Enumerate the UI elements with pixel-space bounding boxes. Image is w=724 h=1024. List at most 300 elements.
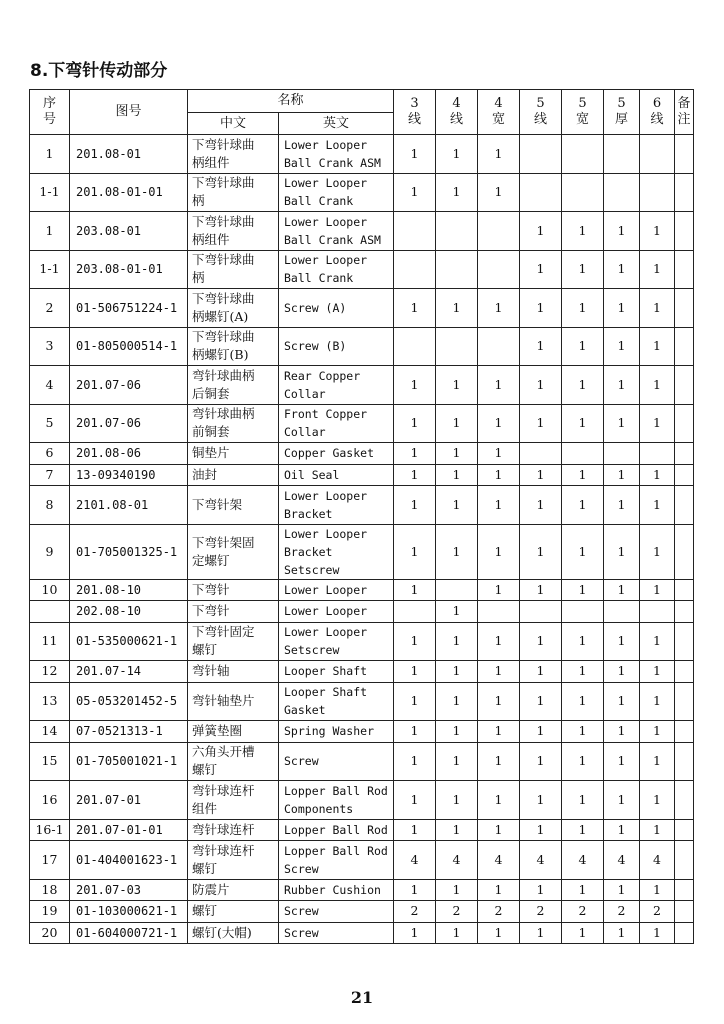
drawing-number-cell: 01-404001623-1 — [70, 841, 188, 880]
remark-cell — [675, 601, 694, 623]
quantity-cell — [520, 135, 562, 174]
quantity-cell: 1 — [478, 879, 520, 901]
english-name-cell: Looper Shaft — [279, 661, 394, 683]
quantity-cell: 1 — [478, 781, 520, 820]
table-row — [30, 742, 694, 781]
drawing-number-cell: 201.07-03 — [70, 879, 188, 901]
drawing-number-cell: 201.07-06 — [70, 404, 188, 443]
seq-cell: 5 — [30, 404, 70, 443]
quantity-cell: 1 — [604, 622, 640, 661]
chinese-name-cell: 下弯针架 — [188, 486, 279, 525]
quantity-cell: 1 — [640, 464, 675, 486]
quantity-cell: 4 — [562, 841, 604, 880]
chinese-name-cell: 防震片 — [188, 879, 279, 901]
quantity-cell: 1 — [520, 819, 562, 841]
remark-cell — [675, 819, 694, 841]
chinese-name-cell: 弯针球连杆 螺钉 — [188, 841, 279, 880]
page-number: 21 — [350, 988, 374, 1007]
quantity-cell: 1 — [640, 661, 675, 683]
remark-cell — [675, 781, 694, 820]
seq-cell: 7 — [30, 464, 70, 486]
quantity-cell: 1 — [640, 819, 675, 841]
quantity-cell: 1 — [478, 721, 520, 743]
chinese-name-cell: 六角头开槽 螺钉 — [188, 742, 279, 781]
quantity-cell: 1 — [394, 819, 436, 841]
drawing-number-cell: 202.08-10 — [70, 601, 188, 623]
quantity-cell: 1 — [562, 366, 604, 405]
quantity-cell: 1 — [520, 661, 562, 683]
chinese-name-cell: 下弯针球曲 柄 — [188, 173, 279, 212]
quantity-cell: 1 — [640, 682, 675, 721]
chinese-name-cell: 铜垫片 — [188, 443, 279, 465]
quantity-cell: 1 — [436, 742, 478, 781]
quantity-cell: 2 — [640, 901, 675, 923]
remark-cell — [675, 250, 694, 289]
quantity-cell: 1 — [520, 464, 562, 486]
header-model: 5 厚 — [604, 90, 640, 135]
remark-cell — [675, 841, 694, 880]
english-name-cell: Screw (B) — [279, 327, 394, 366]
quantity-cell: 1 — [394, 135, 436, 174]
quantity-cell: 1 — [604, 250, 640, 289]
quantity-cell — [562, 601, 604, 623]
quantity-cell: 1 — [562, 524, 604, 579]
remark-cell — [675, 135, 694, 174]
drawing-number-cell: 201.07-14 — [70, 661, 188, 683]
seq-cell — [30, 601, 70, 623]
quantity-cell: 2 — [604, 901, 640, 923]
seq-cell: 1-1 — [30, 173, 70, 212]
chinese-name-cell: 弯针轴垫片 — [188, 682, 279, 721]
quantity-cell: 1 — [394, 622, 436, 661]
seq-cell: 8 — [30, 486, 70, 525]
quantity-cell: 2 — [562, 901, 604, 923]
quantity-cell: 1 — [640, 781, 675, 820]
chinese-name-cell: 下弯针球曲 柄组件 — [188, 135, 279, 174]
quantity-cell: 1 — [436, 622, 478, 661]
header-model: 4 宽 — [478, 90, 520, 135]
table-row — [30, 579, 694, 601]
quantity-cell: 2 — [520, 901, 562, 923]
english-name-cell: Lower Looper — [279, 579, 394, 601]
quantity-cell: 1 — [520, 781, 562, 820]
quantity-cell: 1 — [436, 661, 478, 683]
quantity-cell: 1 — [640, 404, 675, 443]
english-name-cell: Oil Seal — [279, 464, 394, 486]
quantity-cell — [604, 601, 640, 623]
quantity-cell: 1 — [520, 366, 562, 405]
drawing-number-cell: 01-535000621-1 — [70, 622, 188, 661]
quantity-cell — [478, 212, 520, 251]
seq-cell: 2 — [30, 289, 70, 328]
quantity-cell — [394, 327, 436, 366]
quantity-cell: 1 — [478, 819, 520, 841]
header-remark: 备 注 — [675, 90, 694, 135]
quantity-cell: 1 — [436, 781, 478, 820]
quantity-cell: 1 — [394, 366, 436, 405]
quantity-cell: 1 — [562, 721, 604, 743]
quantity-cell: 2 — [394, 901, 436, 923]
chinese-name-cell: 下弯针固定 螺钉 — [188, 622, 279, 661]
quantity-cell — [640, 173, 675, 212]
quantity-cell: 1 — [394, 443, 436, 465]
table-row — [30, 327, 694, 366]
seq-cell: 1 — [30, 135, 70, 174]
quantity-cell: 1 — [520, 404, 562, 443]
quantity-cell: 1 — [478, 464, 520, 486]
remark-cell — [675, 212, 694, 251]
quantity-cell: 1 — [604, 524, 640, 579]
drawing-number-cell: 201.07-06 — [70, 366, 188, 405]
quantity-cell: 1 — [478, 661, 520, 683]
chinese-name-cell: 下弯针 — [188, 579, 279, 601]
english-name-cell: Lower Looper Bracket Setscrew — [279, 524, 394, 579]
table-row — [30, 841, 694, 880]
quantity-cell: 1 — [394, 404, 436, 443]
quantity-cell: 1 — [436, 879, 478, 901]
quantity-cell: 1 — [394, 879, 436, 901]
quantity-cell — [436, 327, 478, 366]
quantity-cell: 1 — [640, 622, 675, 661]
drawing-number-cell: 01-805000514-1 — [70, 327, 188, 366]
table-row — [30, 524, 694, 579]
chinese-name-cell: 螺钉(大帽) — [188, 922, 279, 944]
quantity-cell: 1 — [520, 250, 562, 289]
quantity-cell: 1 — [478, 404, 520, 443]
remark-cell — [675, 922, 694, 944]
english-name-cell: Looper Shaft Gasket — [279, 682, 394, 721]
quantity-cell: 1 — [562, 879, 604, 901]
drawing-number-cell: 13-09340190 — [70, 464, 188, 486]
quantity-cell — [436, 250, 478, 289]
table-row — [30, 486, 694, 525]
quantity-cell: 1 — [640, 289, 675, 328]
parts-table — [29, 89, 694, 944]
header-model: 5 宽 — [562, 90, 604, 135]
quantity-cell: 1 — [478, 524, 520, 579]
chinese-name-cell: 下弯针球曲 柄 — [188, 250, 279, 289]
remark-cell — [675, 327, 694, 366]
quantity-cell: 1 — [478, 486, 520, 525]
quantity-cell: 1 — [436, 819, 478, 841]
seq-cell: 20 — [30, 922, 70, 944]
quantity-cell — [520, 173, 562, 212]
table-row — [30, 819, 694, 841]
quantity-cell: 1 — [520, 721, 562, 743]
quantity-cell: 1 — [478, 622, 520, 661]
chinese-name-cell: 下弯针球曲 柄组件 — [188, 212, 279, 251]
quantity-cell: 1 — [562, 922, 604, 944]
quantity-cell — [436, 579, 478, 601]
seq-cell: 19 — [30, 901, 70, 923]
chinese-name-cell: 下弯针 — [188, 601, 279, 623]
quantity-cell: 1 — [604, 781, 640, 820]
quantity-cell: 1 — [394, 524, 436, 579]
quantity-cell: 1 — [520, 742, 562, 781]
quantity-cell — [604, 135, 640, 174]
quantity-cell: 1 — [436, 601, 478, 623]
drawing-number-cell: 201.08-06 — [70, 443, 188, 465]
header-model: 3 线 — [394, 90, 436, 135]
quantity-cell: 1 — [520, 879, 562, 901]
seq-cell: 4 — [30, 366, 70, 405]
quantity-cell: 1 — [520, 579, 562, 601]
quantity-cell: 1 — [436, 135, 478, 174]
quantity-cell — [394, 250, 436, 289]
quantity-cell: 4 — [604, 841, 640, 880]
header-model: 5 线 — [520, 90, 562, 135]
table-row — [30, 250, 694, 289]
seq-cell: 18 — [30, 879, 70, 901]
quantity-cell: 4 — [520, 841, 562, 880]
remark-cell — [675, 742, 694, 781]
drawing-number-cell: 203.08-01 — [70, 212, 188, 251]
quantity-cell: 1 — [640, 524, 675, 579]
remark-cell — [675, 524, 694, 579]
quantity-cell: 1 — [436, 922, 478, 944]
quantity-cell: 1 — [436, 524, 478, 579]
seq-cell: 12 — [30, 661, 70, 683]
remark-cell — [675, 443, 694, 465]
quantity-cell: 1 — [604, 682, 640, 721]
quantity-cell: 4 — [478, 841, 520, 880]
quantity-cell: 1 — [394, 173, 436, 212]
quantity-cell: 1 — [520, 327, 562, 366]
quantity-cell: 1 — [604, 819, 640, 841]
seq-cell: 3 — [30, 327, 70, 366]
drawing-number-cell: 2101.08-01 — [70, 486, 188, 525]
quantity-cell: 1 — [436, 366, 478, 405]
quantity-cell: 1 — [640, 879, 675, 901]
header-seq: 序 号 — [30, 90, 70, 135]
chinese-name-cell: 螺钉 — [188, 901, 279, 923]
english-name-cell: Rubber Cushion — [279, 879, 394, 901]
quantity-cell: 1 — [478, 366, 520, 405]
quantity-cell: 1 — [604, 742, 640, 781]
quantity-cell: 2 — [478, 901, 520, 923]
quantity-cell: 1 — [478, 742, 520, 781]
table-row — [30, 135, 694, 174]
quantity-cell: 1 — [478, 289, 520, 328]
drawing-number-cell: 201.07-01 — [70, 781, 188, 820]
quantity-cell: 1 — [394, 289, 436, 328]
english-name-cell: Lower Looper Bracket — [279, 486, 394, 525]
quantity-cell: 1 — [604, 486, 640, 525]
chinese-name-cell: 弯针球连杆 组件 — [188, 781, 279, 820]
table-row — [30, 781, 694, 820]
quantity-cell: 1 — [520, 212, 562, 251]
table-row — [30, 366, 694, 405]
english-name-cell: Lower Looper — [279, 601, 394, 623]
chinese-name-cell: 下弯针球曲 柄螺钉(A) — [188, 289, 279, 328]
quantity-cell: 1 — [562, 682, 604, 721]
quantity-cell — [562, 135, 604, 174]
english-name-cell: Lower Looper Ball Crank ASM — [279, 212, 394, 251]
english-name-cell: Screw — [279, 922, 394, 944]
remark-cell — [675, 682, 694, 721]
remark-cell — [675, 404, 694, 443]
english-name-cell: Screw — [279, 901, 394, 923]
drawing-number-cell: 201.08-10 — [70, 579, 188, 601]
seq-cell: 14 — [30, 721, 70, 743]
quantity-cell: 1 — [562, 212, 604, 251]
quantity-cell: 1 — [478, 682, 520, 721]
drawing-number-cell: 201.08-01 — [70, 135, 188, 174]
quantity-cell: 1 — [436, 404, 478, 443]
quantity-cell — [640, 135, 675, 174]
quantity-cell: 1 — [436, 443, 478, 465]
quantity-cell: 1 — [562, 486, 604, 525]
english-name-cell: Rear Copper Collar — [279, 366, 394, 405]
quantity-cell: 1 — [604, 327, 640, 366]
quantity-cell: 1 — [604, 212, 640, 251]
quantity-cell: 1 — [604, 721, 640, 743]
table-row — [30, 622, 694, 661]
section-title: 8.下弯针传动部分 — [30, 61, 168, 81]
header-cn: 中文 — [188, 113, 279, 135]
header-name: 名称 — [188, 90, 394, 113]
chinese-name-cell: 下弯针球曲 柄螺钉(B) — [188, 327, 279, 366]
english-name-cell: Lopper Ball Rod Components — [279, 781, 394, 820]
quantity-cell: 1 — [436, 289, 478, 328]
seq-cell: 10 — [30, 579, 70, 601]
table-row — [30, 682, 694, 721]
quantity-cell: 1 — [604, 922, 640, 944]
table-row — [30, 922, 694, 944]
quantity-cell: 1 — [562, 781, 604, 820]
table-row — [30, 404, 694, 443]
remark-cell — [675, 721, 694, 743]
chinese-name-cell: 弯针轴 — [188, 661, 279, 683]
seq-cell: 15 — [30, 742, 70, 781]
quantity-cell: 1 — [478, 135, 520, 174]
quantity-cell — [478, 601, 520, 623]
drawing-number-cell: 01-506751224-1 — [70, 289, 188, 328]
quantity-cell: 1 — [640, 579, 675, 601]
quantity-cell: 1 — [562, 404, 604, 443]
quantity-cell — [394, 601, 436, 623]
quantity-cell: 1 — [394, 922, 436, 944]
drawing-number-cell: 05-053201452-5 — [70, 682, 188, 721]
quantity-cell: 1 — [478, 173, 520, 212]
quantity-cell: 1 — [394, 742, 436, 781]
quantity-cell: 1 — [640, 250, 675, 289]
quantity-cell: 1 — [394, 579, 436, 601]
table-row — [30, 212, 694, 251]
quantity-cell: 1 — [520, 486, 562, 525]
parts-table-body — [30, 135, 694, 944]
remark-cell — [675, 901, 694, 923]
quantity-cell — [562, 443, 604, 465]
quantity-cell: 1 — [394, 781, 436, 820]
quantity-cell — [478, 250, 520, 289]
quantity-cell: 1 — [562, 289, 604, 328]
drawing-number-cell: 01-103000621-1 — [70, 901, 188, 923]
seq-cell: 1-1 — [30, 250, 70, 289]
english-name-cell: Spring Washer — [279, 721, 394, 743]
quantity-cell: 1 — [436, 464, 478, 486]
drawing-number-cell: 01-705001021-1 — [70, 742, 188, 781]
quantity-cell: 1 — [640, 212, 675, 251]
table-row — [30, 443, 694, 465]
quantity-cell: 1 — [562, 579, 604, 601]
remark-cell — [675, 366, 694, 405]
chinese-name-cell: 弯针球曲柄 后铜套 — [188, 366, 279, 405]
chinese-name-cell: 弹簧垫圈 — [188, 721, 279, 743]
quantity-cell — [640, 443, 675, 465]
quantity-cell: 1 — [394, 464, 436, 486]
quantity-cell: 1 — [436, 173, 478, 212]
quantity-cell: 4 — [394, 841, 436, 880]
quantity-cell: 1 — [604, 661, 640, 683]
quantity-cell — [562, 173, 604, 212]
seq-cell: 13 — [30, 682, 70, 721]
quantity-cell: 4 — [436, 841, 478, 880]
remark-cell — [675, 486, 694, 525]
quantity-cell: 1 — [394, 486, 436, 525]
table-row — [30, 173, 694, 212]
quantity-cell: 1 — [604, 879, 640, 901]
english-name-cell: Lopper Ball Rod — [279, 819, 394, 841]
english-name-cell: Screw (A) — [279, 289, 394, 328]
quantity-cell: 1 — [640, 721, 675, 743]
quantity-cell: 1 — [520, 289, 562, 328]
quantity-cell: 1 — [394, 661, 436, 683]
table-row — [30, 601, 694, 623]
english-name-cell: Front Copper Collar — [279, 404, 394, 443]
english-name-cell: Lower Looper Setscrew — [279, 622, 394, 661]
quantity-cell: 1 — [478, 579, 520, 601]
english-name-cell: Lower Looper Ball Crank — [279, 173, 394, 212]
table-row — [30, 464, 694, 486]
quantity-cell: 1 — [562, 327, 604, 366]
chinese-name-cell: 油封 — [188, 464, 279, 486]
quantity-cell — [394, 212, 436, 251]
quantity-cell: 1 — [394, 721, 436, 743]
quantity-cell: 1 — [394, 682, 436, 721]
quantity-cell: 1 — [520, 682, 562, 721]
quantity-cell: 1 — [520, 524, 562, 579]
drawing-number-cell: 201.08-01-01 — [70, 173, 188, 212]
quantity-cell: 1 — [604, 579, 640, 601]
seq-cell: 17 — [30, 841, 70, 880]
quantity-cell: 1 — [436, 721, 478, 743]
quantity-cell: 1 — [562, 819, 604, 841]
quantity-cell: 1 — [436, 486, 478, 525]
quantity-cell — [436, 212, 478, 251]
header-model: 6 线 — [640, 90, 675, 135]
chinese-name-cell: 下弯针架固 定螺钉 — [188, 524, 279, 579]
drawing-number-cell: 201.07-01-01 — [70, 819, 188, 841]
quantity-cell: 1 — [640, 366, 675, 405]
quantity-cell — [604, 443, 640, 465]
drawing-number-cell: 01-604000721-1 — [70, 922, 188, 944]
quantity-cell: 4 — [640, 841, 675, 880]
remark-cell — [675, 579, 694, 601]
quantity-cell: 1 — [562, 622, 604, 661]
quantity-cell: 1 — [436, 682, 478, 721]
quantity-cell: 1 — [604, 289, 640, 328]
table-row — [30, 721, 694, 743]
quantity-cell: 1 — [562, 464, 604, 486]
remark-cell — [675, 289, 694, 328]
remark-cell — [675, 661, 694, 683]
quantity-cell — [604, 173, 640, 212]
quantity-cell — [520, 443, 562, 465]
chinese-name-cell: 弯针球曲柄 前铜套 — [188, 404, 279, 443]
seq-cell: 16 — [30, 781, 70, 820]
header-model: 4 线 — [436, 90, 478, 135]
